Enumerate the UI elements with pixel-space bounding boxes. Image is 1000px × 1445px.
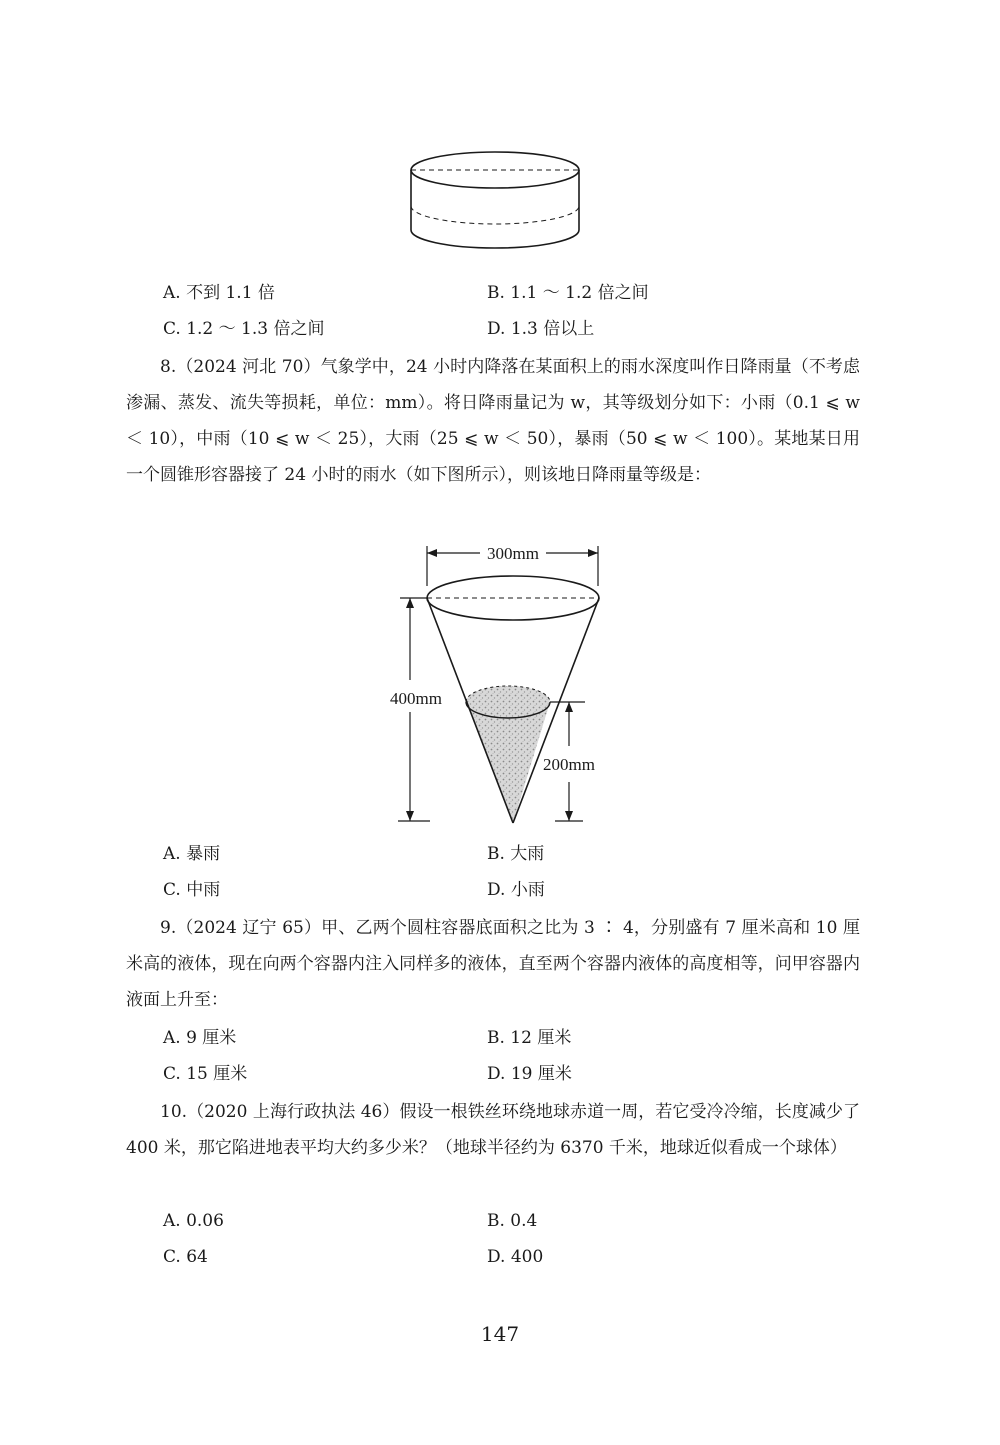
q9-number: 9. [160,918,177,938]
q10-option-b: B. 0.4 [487,1211,538,1231]
q9-stem [126,910,860,1018]
q9-text: （2024 辽宁 65）甲、乙两个圆柱容器底面积之比为 3 ∶ 4，分别盛有 7 厘米高和 10 厘米高的液体，现在向两个容器内注入同样多的液体，直至两个容器内液体的高度相等，问甲容器内液面上升至： [126,918,860,1010]
q8-text: （2024 河北 70）气象学中，24 小时内降落在某面积上的雨水深度叫作日降雨量（不考虑渗漏、蒸发、流失等损耗，单位：mm）。将日降雨量记为 w，其等级划分如下：小雨（0.1 ⩽ w ＜ 10），中雨（10 ⩽ w ＜ 25），大雨（25 ⩽ w ＜ 50），暴雨（50 ⩽ w ＜ 100）。某地某日用一个圆锥形容器接了 24 小时的雨水（如下图所示），则该地日降雨量等级是： [126,357,860,485]
q10-option-a: A. 0.06 [163,1211,224,1231]
q10-option-c: C. 64 [163,1247,208,1267]
q8-stem [126,349,860,493]
q8-option-d: D. 小雨 [487,880,545,900]
q8-option-a: A. 暴雨 [163,844,221,864]
q9-option-a: A. 9 厘米 [163,1028,237,1048]
q8-option-c: C. 中雨 [163,880,221,900]
cone-figure [370,538,620,828]
q9-option-c: C. 15 厘米 [163,1064,248,1084]
q10-stem [126,1094,860,1166]
q7-option-d: D. 1.3 倍以上 [487,319,595,339]
top-diameter-label: 300mm [487,544,539,563]
q10-number: 10. [160,1102,188,1122]
water-depth-label: 200mm [543,755,595,774]
q7-option-b: B. 1.1 ～ 1.2 倍之间 [487,283,649,303]
page-number: 147 [480,1322,520,1346]
q10-text: （2020 上海行政执法 46）假设一根铁丝环绕地球赤道一周，若它受冷冷缩，长度减少了 400 米，那它陷进地表平均大约多少米？（地球半径约为 6370 千米，地球近似看成一个球体） [126,1102,860,1158]
q7-option-c: C. 1.2 ～ 1.3 倍之间 [163,319,325,339]
q8-option-b: B. 大雨 [487,844,545,864]
q7-option-a: A. 不到 1.1 倍 [163,283,275,303]
q9-option-b: B. 12 厘米 [487,1028,572,1048]
q8-number: 8. [160,357,177,377]
q10-option-d: D. 400 [487,1247,544,1267]
height-label: 400mm [390,689,442,708]
q9-option-d: D. 19 厘米 [487,1064,572,1084]
cylinder-figure [405,148,585,258]
